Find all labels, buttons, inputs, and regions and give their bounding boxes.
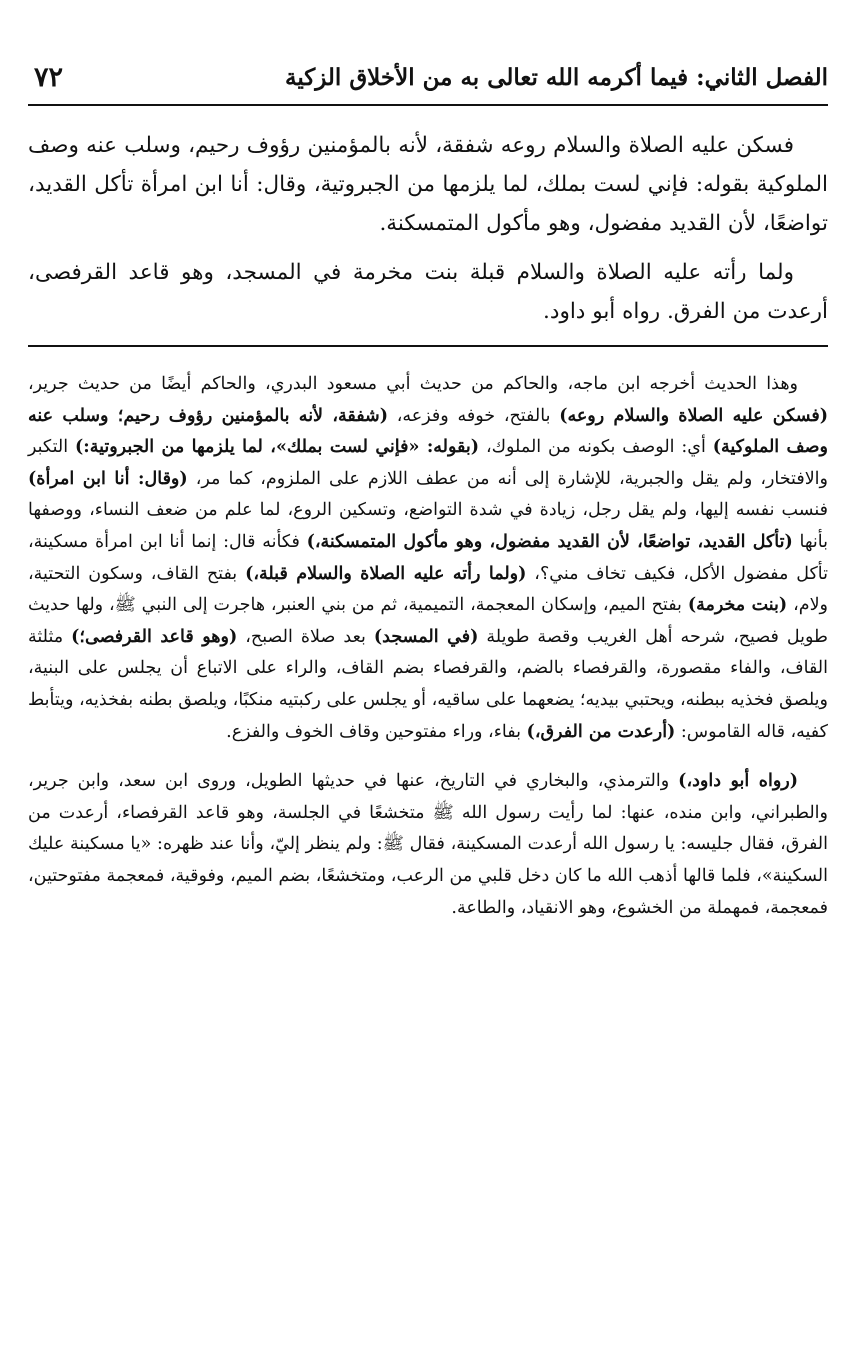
main-paragraph: فسكن عليه الصلاة والسلام روعه شفقة، لأنه بالمؤمنين رؤوف رحيم، وسلب عنه وصف الملوكية بقوله: فإني لست بملك، لما يلزمها من الجبروتية، وقال: أنا ابن امرأة تأكل القديد، تواضعًا، لأن القديد مفضول، وهو مأكول المتمسكنة. (28, 133, 828, 236)
commentary-text: بالفتح، خوفه وفزعه، (388, 405, 560, 426)
commentary-text: بفتح القاف، وسكون التحتية، ولام، (28, 563, 828, 616)
quoted-text: (بقوله: «فإني لست بملك»، لما يلزمها من الجبروتية:) (74, 437, 480, 458)
running-header (28, 56, 828, 106)
commentary-text: مثلثة القاف، والفاء مقصورة، والقرفصاء بالضم، والقرفصاء بضم القاف، والراء على الاتباع أن يجلس على البنية، ويلصق فخذيه ببطنه، ويحتبي بيديه؛ يضعهما على ساقيه، أو يجلس على ركبتيه منكبًا، ويلصق بطنه بفخذيه، ويتأبط كفيه، قاله القاموس: (28, 626, 828, 742)
main-text (28, 126, 828, 331)
commentary-paragraph (28, 766, 828, 924)
page-number: ٧٢ (34, 62, 64, 93)
commentary-text: والترمذي، والبخاري في التاريخ، عنها في حديثها الطويل، وروى ابن سعد، وابن جرير، والطبراني، وابن منده، عنها: لما رأيت رسول الله ﷺ متخشعًا في الجلسة، وهو قاعد القرفصاء، أرعدت من الفرق، فقال جليسه: يا رسول الله أرعدت المسكينة، فقال ﷺ: ولم ينظر إليّ، وأنا عند ظهره: «يا مسكينة عليك السكينة»، فلما قالها أذهب الله ما كان دخل قلبي من الرعب، ومتخشعًا، بضم الميم، وفوقية، فمعجمة مفتوحتين، فمعجمة، فمهملة من الخشوع، وهو الانقياد، والطاعة. (28, 771, 828, 918)
book-page (28, 56, 828, 1346)
commentary-text: فكأنه قال: إنما أنا ابن امرأة مسكينة، تأكل مفضول الأكل، فكيف تخاف مني؟، (28, 531, 828, 584)
commentary (28, 369, 828, 924)
commentary-text: أي: الوصف بكونه من الملوك، (479, 437, 713, 458)
quoted-text: (تأكل القديد، تواضعًا، لأن القديد مفضول، وهو مأكول المتمسكنة،) (306, 531, 793, 552)
quoted-text: (فسكن عليه الصلاة والسلام روعه) (559, 405, 828, 426)
quoted-text: (بنت مخرمة) (687, 595, 788, 616)
quoted-text: (ولما رأته عليه الصلاة والسلام قبلة،) (245, 563, 527, 584)
footnote-separator (28, 345, 828, 347)
quoted-text: (أرعدت من الفرق،) (526, 721, 676, 742)
commentary-text: فنسب نفسه إليها، ولم يقل رجل، زيادة في شدة التواضع، وتسكين الروع، لما علم من ضعف النساء، ووصفها بأنها (28, 500, 828, 552)
main-paragraph: ولما رأته عليه الصلاة والسلام قبلة بنت مخرمة في المسجد، وهو قاعد القرفصى، أرعدت من الفرق. رواه أبو داود. (28, 260, 828, 324)
quoted-text: (رواه أبو داود،) (678, 771, 799, 792)
quoted-text: (شفقة، لأنه بالمؤمنين رؤوف رحيم؛ وسلب عنه وصف الملوكية) (28, 405, 828, 458)
commentary-paragraph (28, 369, 828, 748)
commentary-text: بفاء، وراء مفتوحين وقاف الخوف والفزع. (226, 721, 527, 742)
commentary-text: بفتح الميم، وإسكان المعجمة، التميمية، ثم من بني العنبر، هاجرت إلى النبي ﷺ، ولها حديث طويل فصيح، شرحه أهل الغريب وقصة طويلة (28, 595, 828, 647)
commentary-text: بعد صلاة الصبح، (237, 626, 374, 647)
quoted-text: (وهو قاعد القرفصى؛) (71, 626, 238, 647)
quoted-text: (في المسجد) (373, 626, 479, 647)
chapter-title: الفصل الثاني: فيما أكرمه الله تعالى به من الأخلاق الزكية (285, 64, 828, 91)
commentary-text: وهذا الحديث أخرجه ابن ماجه، والحاكم من حديث أبي مسعود البدري، والحاكم أيضًا من حديث جرير، (28, 374, 798, 394)
commentary-text: التكبر والافتخار، ولم يقل والجبرية، للإشارة إلى أنه من عطف اللازم على الملزوم، كما مر، (28, 437, 828, 489)
quoted-text: (وقال: أنا ابن امرأة) (28, 468, 188, 489)
